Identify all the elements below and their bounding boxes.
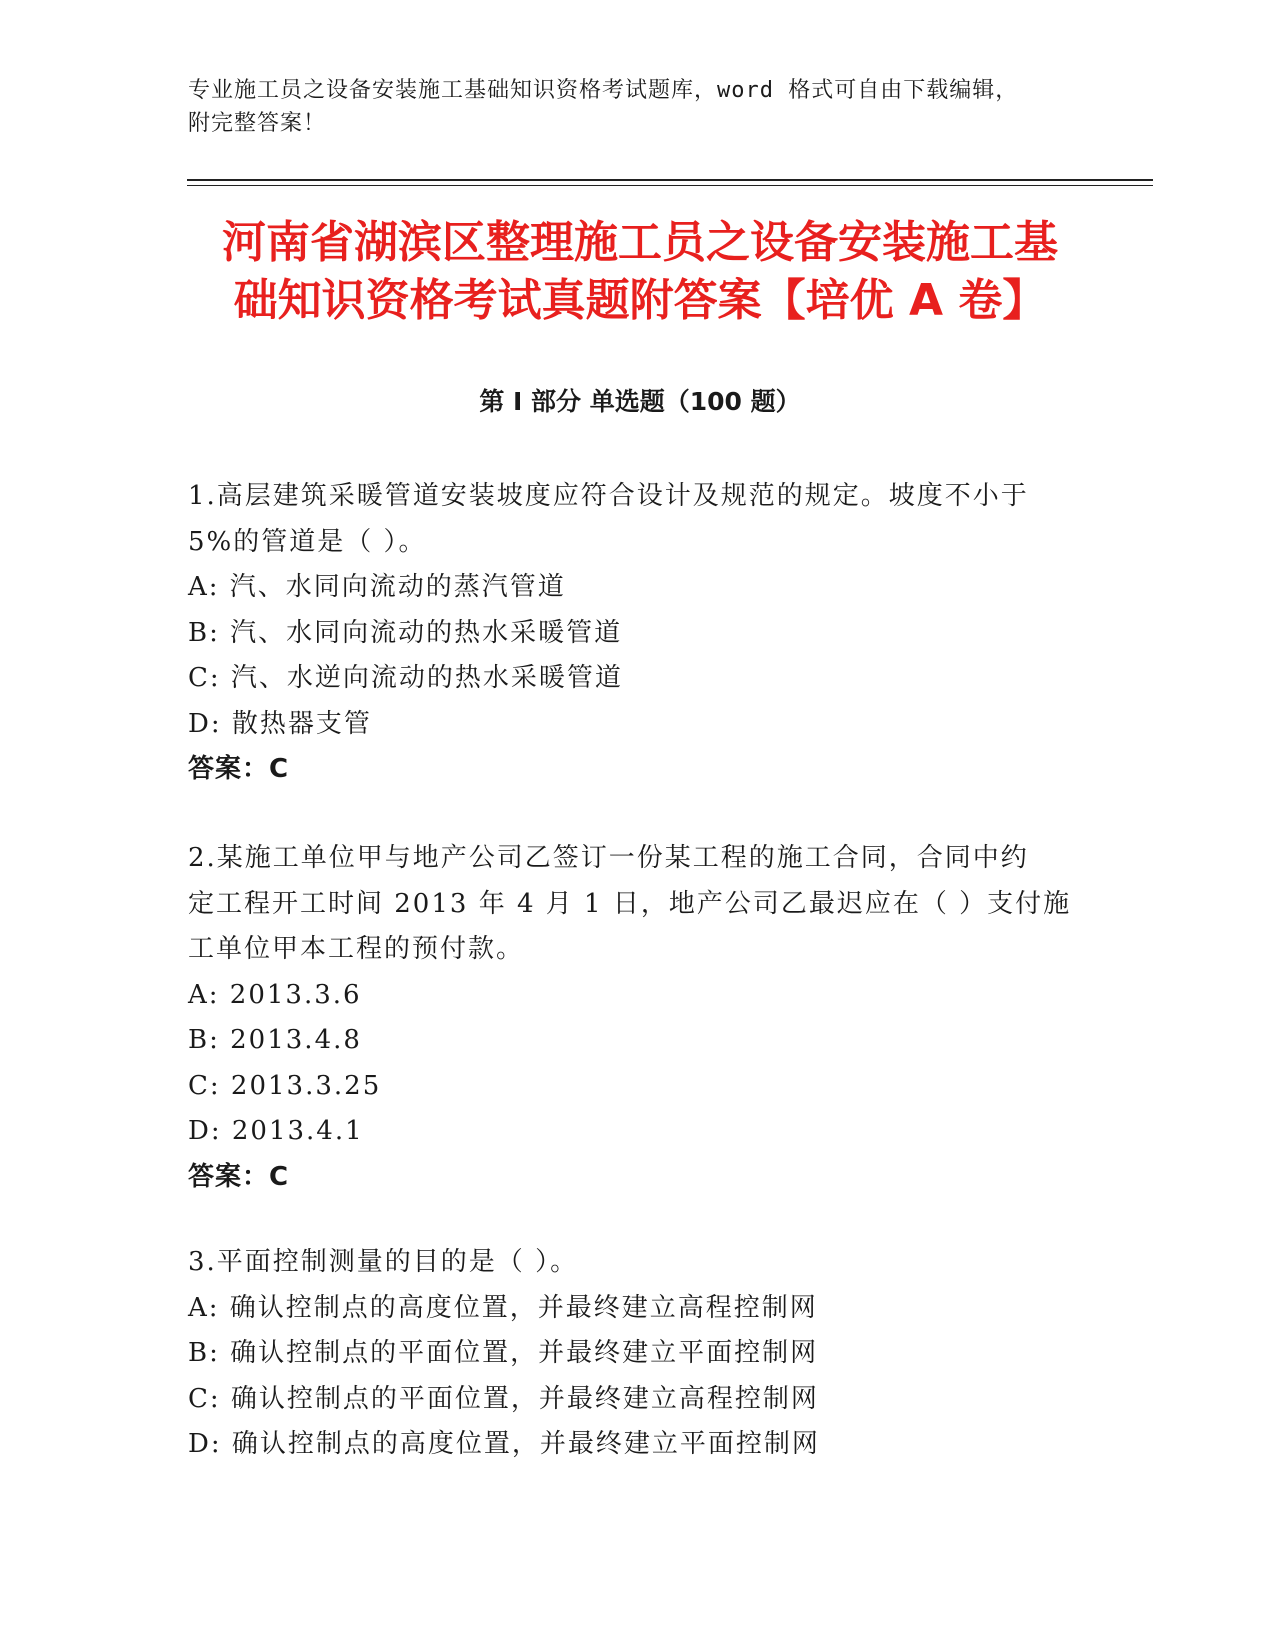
question-stem: 5%的管道是（ ）。: [188, 526, 427, 557]
option-d: D: 散热器支管: [188, 708, 372, 739]
title-line: 河南省湖滨区整理施工员之设备安装施工基: [222, 217, 1058, 268]
option-d: D: 确认控制点的高度位置，并最终建立平面控制网: [188, 1429, 820, 1459]
option-c: C: 确认控制点的平面位置，并最终建立高程控制网: [188, 1383, 819, 1414]
question-2: [188, 836, 1072, 1200]
question-stem: 2.某施工单位甲与地产公司乙签订一份某工程的施工合同，合同中约: [188, 843, 1029, 873]
option-b: B: 确认控制点的平面位置，并最终建立平面控制网: [188, 1338, 819, 1368]
title-line: 础知识资格考试真题附答案【培优 A 卷】: [233, 275, 1047, 326]
question-stem: 工单位甲本工程的预付款。: [188, 934, 525, 964]
option-a: A: 2013.3.6: [188, 979, 362, 1010]
question-3: [188, 1240, 1068, 1468]
header-divider-thick: [187, 179, 1153, 181]
header-note: [188, 74, 1088, 140]
question-stem: 定工程开工时间 2013 年 4 月 1 日，地产公司乙最迟应在（ ）支付施: [188, 888, 1072, 919]
answer-line: 答案：C: [188, 754, 290, 784]
option-b: B: 2013.4.8: [188, 1025, 362, 1055]
section-heading: 第 I 部分 单选题（100 题）: [479, 387, 801, 416]
option-a: A: 确认控制点的高度位置，并最终建立高程控制网: [188, 1292, 818, 1323]
option-c: C: 汽、水逆向流动的热水采暖管道: [188, 663, 623, 693]
header-divider-thin: [187, 185, 1153, 186]
option-b: B: 汽、水同向流动的热水采暖管道: [188, 617, 623, 648]
option-c: C: 2013.3.25: [188, 1070, 382, 1101]
question-stem: 3.平面控制测量的目的是（ ）。: [188, 1247, 579, 1277]
document-title: [190, 214, 1090, 330]
option-d: D: 2013.4.1: [188, 1116, 364, 1146]
question-1: [188, 474, 1068, 793]
option-a: A: 汽、水同向流动的蒸汽管道: [188, 572, 566, 602]
answer-line: 答案：C: [188, 1161, 290, 1192]
header-note-line: 专业施工员之设备安装施工基础知识资格考试题库，word 格式可自由下载编辑，: [188, 78, 1019, 103]
question-stem: 1.高层建筑采暖管道安装坡度应符合设计及规范的规定。坡度不小于: [188, 481, 1029, 511]
header-note-line: 附完整答案！: [188, 111, 327, 136]
